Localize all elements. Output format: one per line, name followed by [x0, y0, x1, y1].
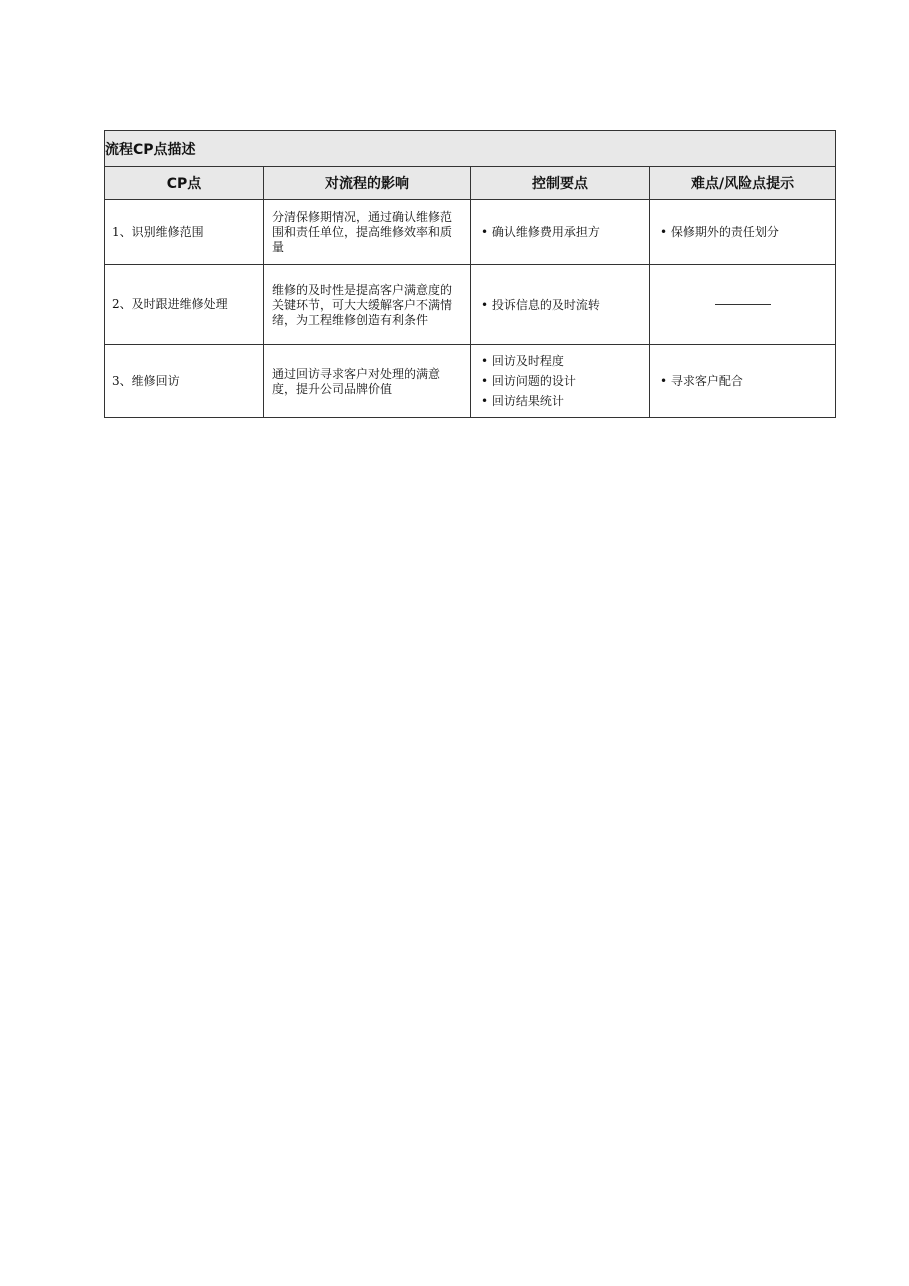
control-point-item: • 回访问题的设计	[481, 371, 649, 391]
control-points-cell	[471, 345, 650, 418]
control-points-cell	[471, 265, 650, 345]
impact-cell: 维修的及时性是提高客户满意度的关键环节，可大大缓解客户不满情绪，为工程维修创造有利条件	[264, 265, 471, 345]
table-title: 流程CP点描述	[105, 131, 836, 167]
risk-tip-item: • 寻求客户配合	[660, 371, 835, 391]
table-header-row	[105, 167, 836, 200]
control-points-list	[481, 351, 649, 411]
control-point-item: • 确认维修费用承担方	[481, 222, 649, 242]
risk-tips-list	[660, 222, 835, 242]
header-risk-tips: 难点/风险点提示	[650, 167, 836, 200]
control-point-item: • 投诉信息的及时流转	[481, 295, 649, 315]
risk-tips-cell	[650, 200, 836, 265]
cp-point-cell: 2、及时跟进维修处理	[105, 265, 264, 345]
table-row	[105, 345, 836, 418]
cp-description-table	[104, 130, 836, 418]
risk-tips-cell	[650, 345, 836, 418]
table-row	[105, 200, 836, 265]
cp-point-cell: 3、维修回访	[105, 345, 264, 418]
table-row	[105, 265, 836, 345]
risk-tips-list	[660, 371, 835, 391]
header-cp-point: CP点	[105, 167, 264, 200]
risk-tips-cell-empty	[650, 265, 836, 345]
impact-cell: 通过回访寻求客户对处理的满意度，提升公司品牌价值	[264, 345, 471, 418]
control-point-item: • 回访及时程度	[481, 351, 649, 371]
control-point-item: • 回访结果统计	[481, 391, 649, 411]
control-points-list	[481, 222, 649, 242]
impact-cell: 分清保修期情况，通过确认维修范围和责任单位，提高维修效率和质量	[264, 200, 471, 265]
control-points-list	[481, 295, 649, 315]
header-control-points: 控制要点	[471, 167, 650, 200]
control-points-cell	[471, 200, 650, 265]
cp-point-cell: 1、识别维修范围	[105, 200, 264, 265]
header-impact: 对流程的影响	[264, 167, 471, 200]
empty-dash-line	[715, 304, 771, 305]
risk-tip-item: • 保修期外的责任划分	[660, 222, 835, 242]
table-title-row	[105, 131, 836, 167]
